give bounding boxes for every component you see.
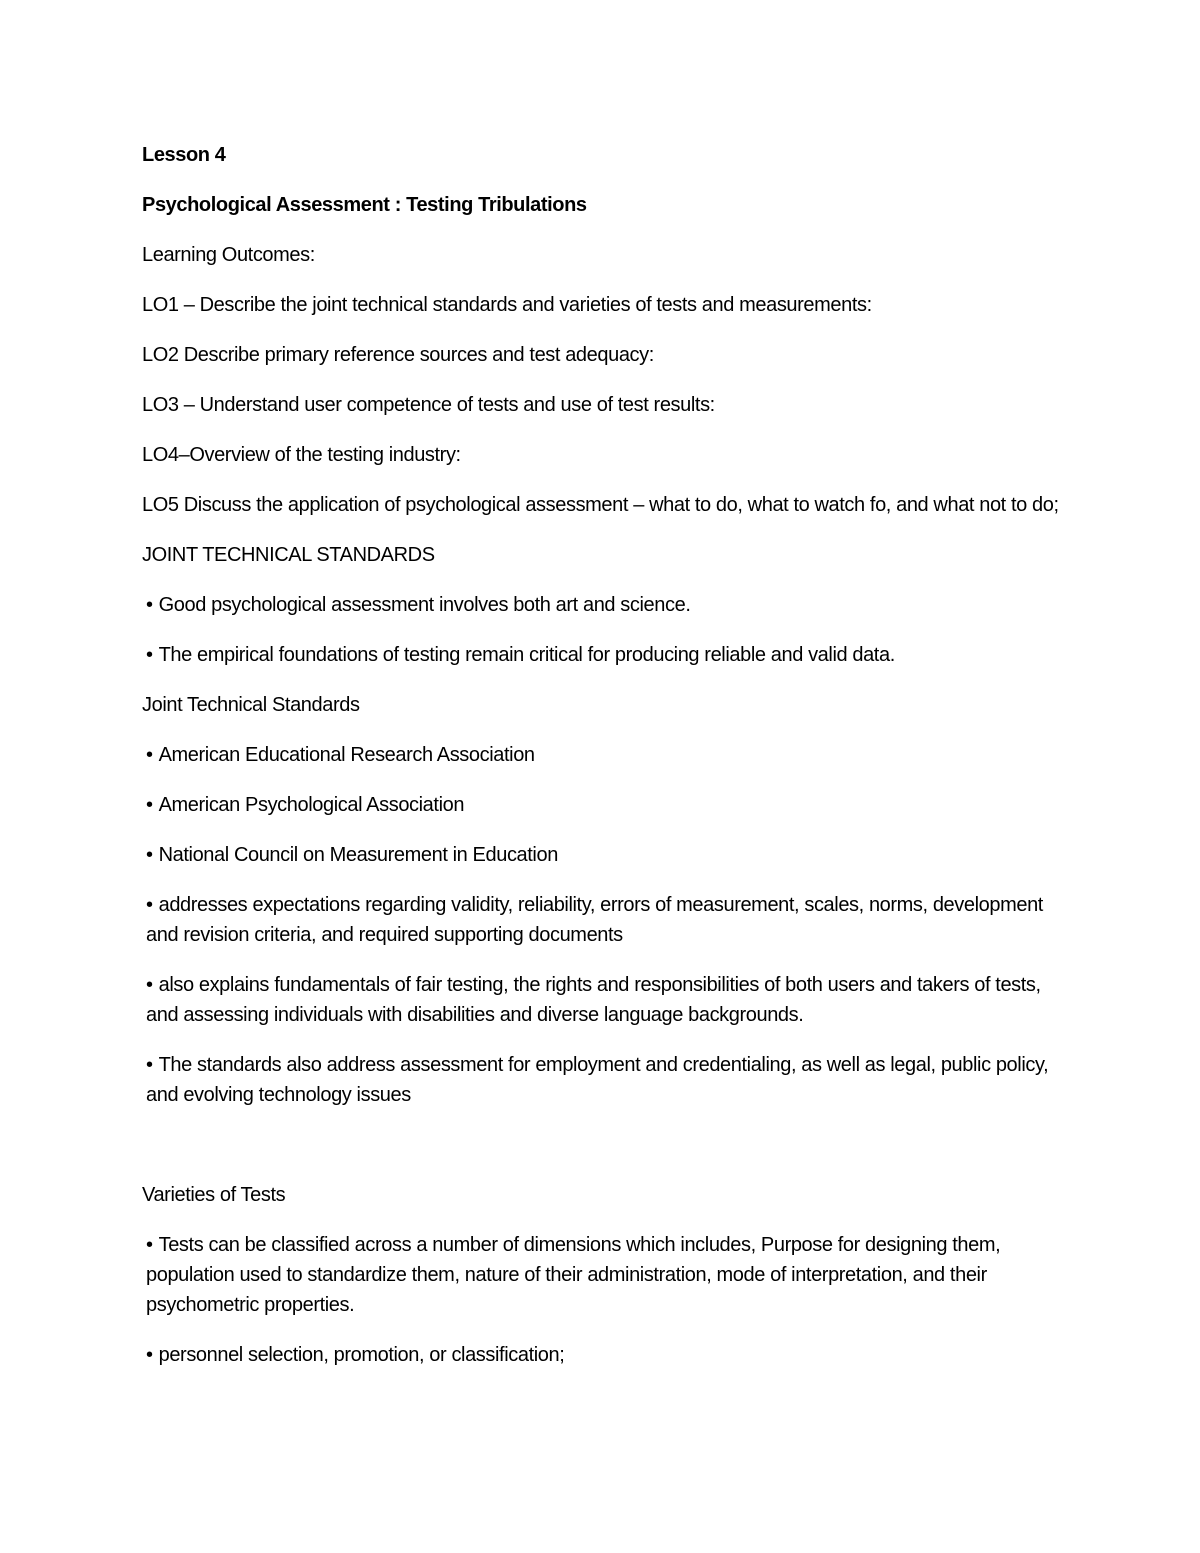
bullet-icon: • bbox=[146, 644, 153, 666]
bullet-text: American Educational Research Association bbox=[158, 744, 535, 766]
lesson-title: Psychological Assessment : Testing Tribulations bbox=[142, 194, 587, 216]
bullet-item bbox=[142, 740, 1067, 770]
bullet-item bbox=[142, 890, 1067, 950]
bullet-text: personnel selection, promotion, or classification; bbox=[158, 1344, 565, 1366]
bullet-icon: • bbox=[146, 894, 153, 916]
bullet-item bbox=[142, 1050, 1067, 1110]
bullet-text: Good psychological assessment involves both art and science. bbox=[158, 594, 691, 616]
bullet-icon: • bbox=[146, 1344, 153, 1366]
bullet-item bbox=[142, 840, 1067, 870]
bullet-icon: • bbox=[146, 794, 153, 816]
bullet-item bbox=[142, 970, 1067, 1030]
bullet-text: The empirical foundations of testing remain critical for producing reliable and valid data. bbox=[158, 644, 895, 666]
learning-outcomes-heading: Learning Outcomes: bbox=[142, 244, 315, 266]
bullet-icon: • bbox=[146, 974, 153, 996]
bullet-text: addresses expectations regarding validity, reliability, errors of measurement, scales, norms, development and revision criteria, and required supporting documents bbox=[146, 894, 1043, 946]
learning-outcome-4: LO4–Overview of the testing industry: bbox=[142, 444, 461, 466]
bullet-icon: • bbox=[146, 844, 153, 866]
bullet-text: Tests can be classified across a number of dimensions which includes, Purpose for designing them, population used to standardize them, nature of their administration, mode of interpretation, and their psychometric properties. bbox=[146, 1234, 1001, 1316]
lesson-number: Lesson 4 bbox=[142, 144, 226, 166]
bullet-item bbox=[142, 640, 1067, 670]
document-body bbox=[142, 140, 1067, 1390]
learning-outcome-1: LO1 – Describe the joint technical standards and varieties of tests and measurements: bbox=[142, 294, 872, 316]
bullet-item bbox=[142, 590, 1067, 620]
bullet-icon: • bbox=[146, 1234, 153, 1256]
bullet-text: American Psychological Association bbox=[158, 794, 465, 816]
bullet-text: The standards also address assessment for employment and credentialing, as well as legal, public policy, and evolving technology issues bbox=[146, 1054, 1049, 1106]
bullet-text: National Council on Measurement in Education bbox=[158, 844, 558, 866]
bullet-item bbox=[142, 1340, 1067, 1370]
paragraph-spacer bbox=[142, 1130, 1067, 1180]
learning-outcome-2: LO2 Describe primary reference sources and test adequacy: bbox=[142, 344, 654, 366]
bullet-item bbox=[142, 1230, 1067, 1320]
bullet-icon: • bbox=[146, 744, 153, 766]
learning-outcome-3: LO3 – Understand user competence of tests and use of test results: bbox=[142, 394, 715, 416]
bullet-text: also explains fundamentals of fair testing, the rights and responsibilities of both users and takers of tests, and assessing individuals with disabilities and diverse language backgrounds. bbox=[146, 974, 1041, 1026]
section-heading-varieties-of-tests: Varieties of Tests bbox=[142, 1184, 286, 1206]
bullet-icon: • bbox=[146, 1054, 153, 1076]
learning-outcome-5: LO5 Discuss the application of psychological assessment – what to do, what to watch fo, and what not to do; bbox=[142, 494, 1059, 516]
section-heading-joint-technical-standards: Joint Technical Standards bbox=[142, 694, 360, 716]
bullet-item bbox=[142, 790, 1067, 820]
section-heading-joint-technical-standards-caps: JOINT TECHNICAL STANDARDS bbox=[142, 544, 435, 566]
bullet-icon: • bbox=[146, 594, 153, 616]
